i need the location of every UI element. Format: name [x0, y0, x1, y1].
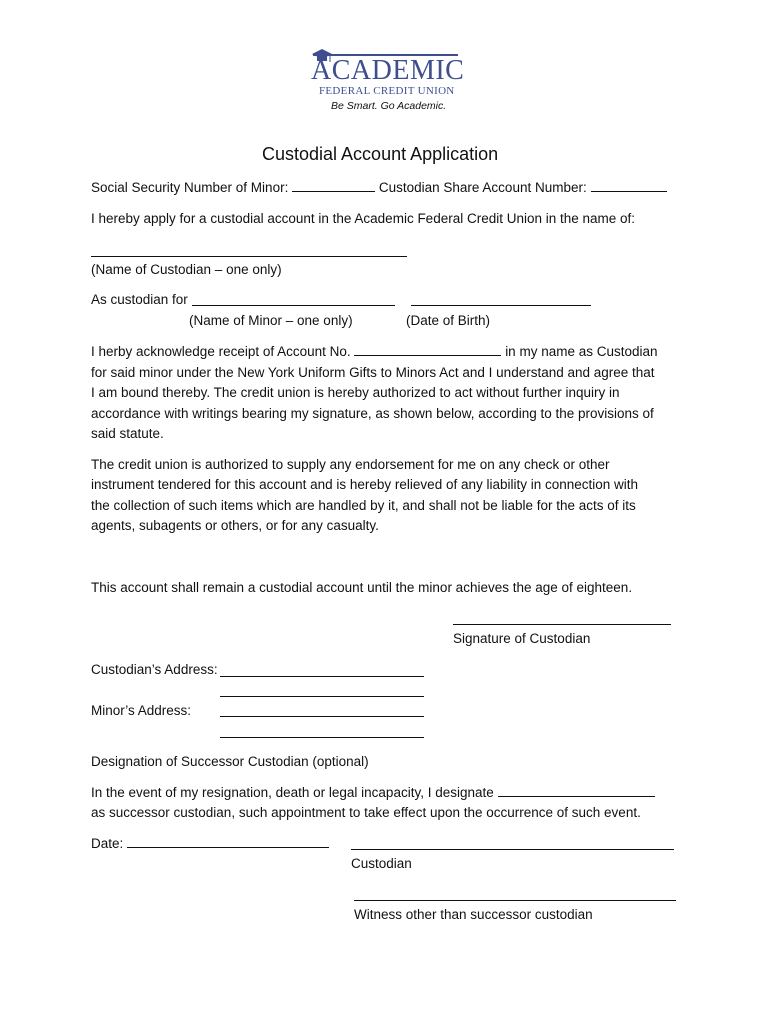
successor-heading: Designation of Successor Custodian (optional)	[91, 754, 369, 769]
minor-name-caption: (Name of Minor – one only)	[189, 313, 353, 328]
custodian-name-field[interactable]	[91, 256, 407, 257]
minor-address-label: Minor’s Address:	[91, 703, 192, 718]
custodian-name-caption: (Name of Custodian – one only)	[91, 262, 282, 277]
share-account-field[interactable]	[591, 178, 667, 192]
ssn-label: Social Security Number of Minor:	[91, 180, 289, 195]
date-field[interactable]	[127, 834, 329, 848]
date-row	[91, 834, 329, 855]
minor-dob-field[interactable]	[411, 305, 591, 306]
custodian-final-signature-field[interactable]	[351, 849, 674, 850]
ssn-row	[91, 178, 667, 199]
share-account-label: Custodian Share Account Number:	[378, 180, 587, 195]
successor-name-field[interactable]	[498, 783, 655, 797]
custodian-signature-label: Signature of Custodian	[453, 631, 591, 646]
dob-caption: (Date of Birth)	[406, 313, 491, 328]
page-title: Custodial Account Application	[262, 144, 499, 164]
successor-line-1	[91, 783, 655, 804]
minor-name-field[interactable]	[192, 305, 395, 306]
minor-address-line-2[interactable]	[220, 737, 424, 738]
custodian-signature-field[interactable]	[453, 624, 671, 625]
endorsement-line-3: the collection of such items which are handled by it, and shall not be liable for the acts of its	[91, 498, 636, 513]
custodian-address-line-2[interactable]	[220, 696, 424, 697]
logo-tagline: Be Smart. Go Academic.	[331, 100, 447, 112]
remain-text: This account shall remain a custodial account until the minor achieves the age of eighteen.	[91, 580, 633, 595]
logo-subtitle: FEDERAL CREDIT UNION	[319, 85, 455, 97]
successor-text: In the event of my resignation, death or legal incapacity, I designate	[91, 785, 494, 800]
date-label: Date:	[91, 836, 124, 851]
account-number-field[interactable]	[354, 342, 501, 356]
endorsement-line-4: agents, subagents or others, or for any casualty.	[91, 518, 379, 533]
endorsement-line-2: instrument tendered for this account and is hereby relieved of any liability in connection with	[91, 477, 639, 492]
acknowledge-line-5: said statute.	[91, 426, 164, 441]
custodian-final-label: Custodian	[351, 856, 412, 871]
apply-text: I hereby apply for a custodial account in the Academic Federal Credit Union in the name of:	[91, 211, 636, 226]
witness-signature-field[interactable]	[354, 900, 676, 901]
acknowledge-line-2: for said minor under the New York Uniform Gifts to Minors Act and I understand and agree that	[91, 365, 655, 380]
credit-union-logo	[305, 46, 465, 116]
witness-label: Witness other than successor custodian	[354, 907, 593, 922]
successor-line-2: as successor custodian, such appointment to take effect upon the occurrence of such event.	[91, 805, 641, 820]
acknowledge-line-1	[91, 342, 658, 363]
logo-name: ACADEMIC	[311, 55, 465, 86]
acknowledge-pre: I herby acknowledge receipt of Account No.	[91, 344, 351, 359]
custodian-address-label: Custodian’s Address:	[91, 662, 218, 677]
ssn-field[interactable]	[292, 178, 375, 192]
acknowledge-line-4: accordance with writings bearing my signature, as shown below, according to the provisions of	[91, 406, 654, 421]
custodian-address-line-1[interactable]	[220, 676, 424, 677]
acknowledge-line-3: I am bound thereby. The credit union is hereby authorized to act without further inquiry in	[91, 385, 620, 400]
acknowledge-post: in my name as Custodian	[505, 344, 658, 359]
as-custodian-label: As custodian for	[91, 292, 188, 307]
minor-address-line-1[interactable]	[220, 716, 424, 717]
endorsement-line-1: The credit union is authorized to supply any endorsement for me on any check or other	[91, 457, 610, 472]
